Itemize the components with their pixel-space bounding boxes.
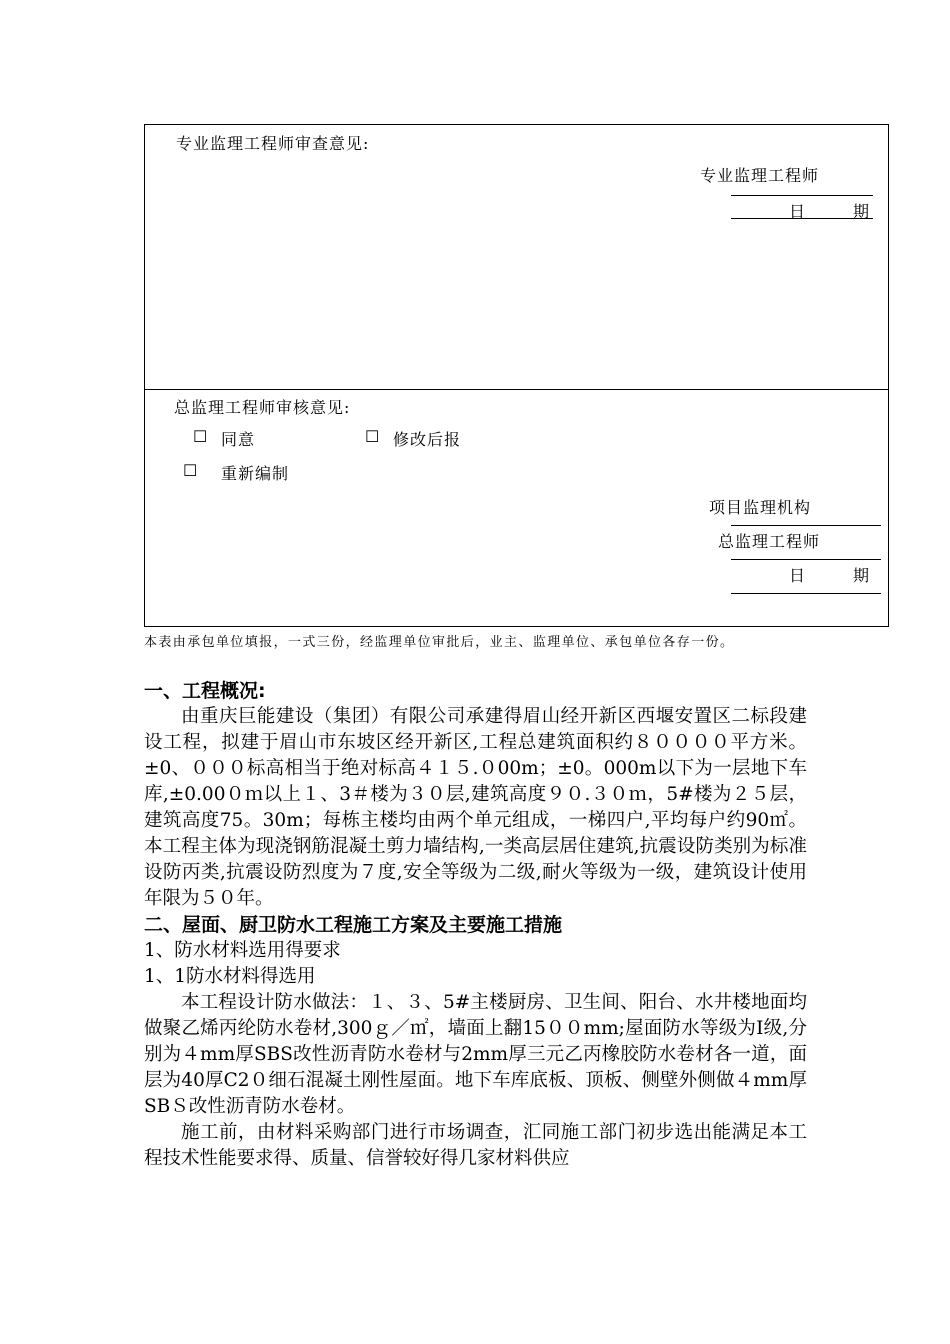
chief-review-section <box>145 389 888 628</box>
subheading-material-selection: 1、1防水材料得选用 <box>144 966 316 987</box>
subheading-material-requirements: 1、防水材料选用得要求 <box>144 940 341 961</box>
engineer-signature-label: 专业监理工程师 <box>700 166 820 185</box>
option-redo-checkbox[interactable]: ☐ <box>183 461 199 480</box>
chief-date-line <box>731 593 881 594</box>
engineer-date-line <box>731 218 873 219</box>
procurement-paragraph: 施工前，由材料采购部门进行市场调查，汇同施工部门初步选出能满足本工程技术性能要求得、质量、信誉较好得几家材料供应 <box>144 1122 807 1169</box>
section-heading-waterproofing: 二、屋面、厨卫防水工程施工方案及主要施工措施 <box>144 914 563 936</box>
chief-signature-line <box>731 559 881 560</box>
engineer-date-label-day: 日 <box>789 202 806 221</box>
document-body <box>144 678 807 1172</box>
org-line <box>731 525 881 526</box>
option-agree-checkbox[interactable]: ☐ <box>193 427 209 446</box>
engineer-signature-line <box>731 195 873 196</box>
approval-form-table <box>144 124 889 627</box>
engineer-date-label-period: 期 <box>853 202 870 221</box>
chief-date-label-period: 期 <box>853 566 870 585</box>
project-org-label: 项目监理机构 <box>709 498 812 517</box>
engineer-review-section <box>145 125 888 390</box>
engineer-review-label: 专业监理工程师审查意见: <box>176 134 370 153</box>
option-revise-label: 修改后报 <box>393 430 462 449</box>
chief-date-label-day: 日 <box>789 566 806 585</box>
chief-review-label: 总监理工程师审核意见: <box>174 398 351 417</box>
overview-paragraph: 由重庆巨能建设（集团）有限公司承建得眉山经开新区西堰安置区二标段建设工程，拟建于眉山市东坡区经开新区,工程总建筑面积约８００００平方米。±0、０００标高相当于绝对标高４１５.０00m；±0。000m以下为一层地下车库,±0.00０ｍ以上１、3＃楼为３０层,建筑高度９０.３０ｍ，5#楼为２５层，建筑高度75。30m；每栋主楼均由两个单元组成，一梯四户,平均每户约90㎡。本工程主体为现浇钢筋混凝土剪力墙结构,一类高层居住建筑,抗震设防类别为标准设防丙类,抗震设防烈度为７度,安全等级为二级,耐火等级为一级，建筑设计使用年限为５０年。 <box>144 706 807 909</box>
form-footnote: 本表由承包单位填报，一式三份，经监理单位审批后，业主、监理单位、承包单位各存一份。 <box>144 635 735 650</box>
option-redo-label: 重新编制 <box>221 464 290 483</box>
option-agree-label: 同意 <box>221 430 256 449</box>
section-heading-overview: 一、工程概况: <box>144 680 266 702</box>
waterproofing-design-paragraph: 本工程设计防水做法：１、３、5#主楼厨房、卫生间、阳台、水井楼地面均做聚乙烯丙纶防水卷材,300ｇ／㎡，墙面上翻15００mm;屋面防水等级为Ⅰ级,分别为４mm厚SBS改性沥青防水卷材与2mm厚三元乙丙橡胶防水卷材各一道，面层为40厚C2０细石混凝土刚性屋面。地下车库底板、顶板、侧壁外侧做４mm厚SBＳ改性沥青防水卷材。 <box>144 992 807 1117</box>
option-revise-checkbox[interactable]: ☐ <box>365 427 381 446</box>
chief-signature-label: 总监理工程师 <box>718 532 821 551</box>
